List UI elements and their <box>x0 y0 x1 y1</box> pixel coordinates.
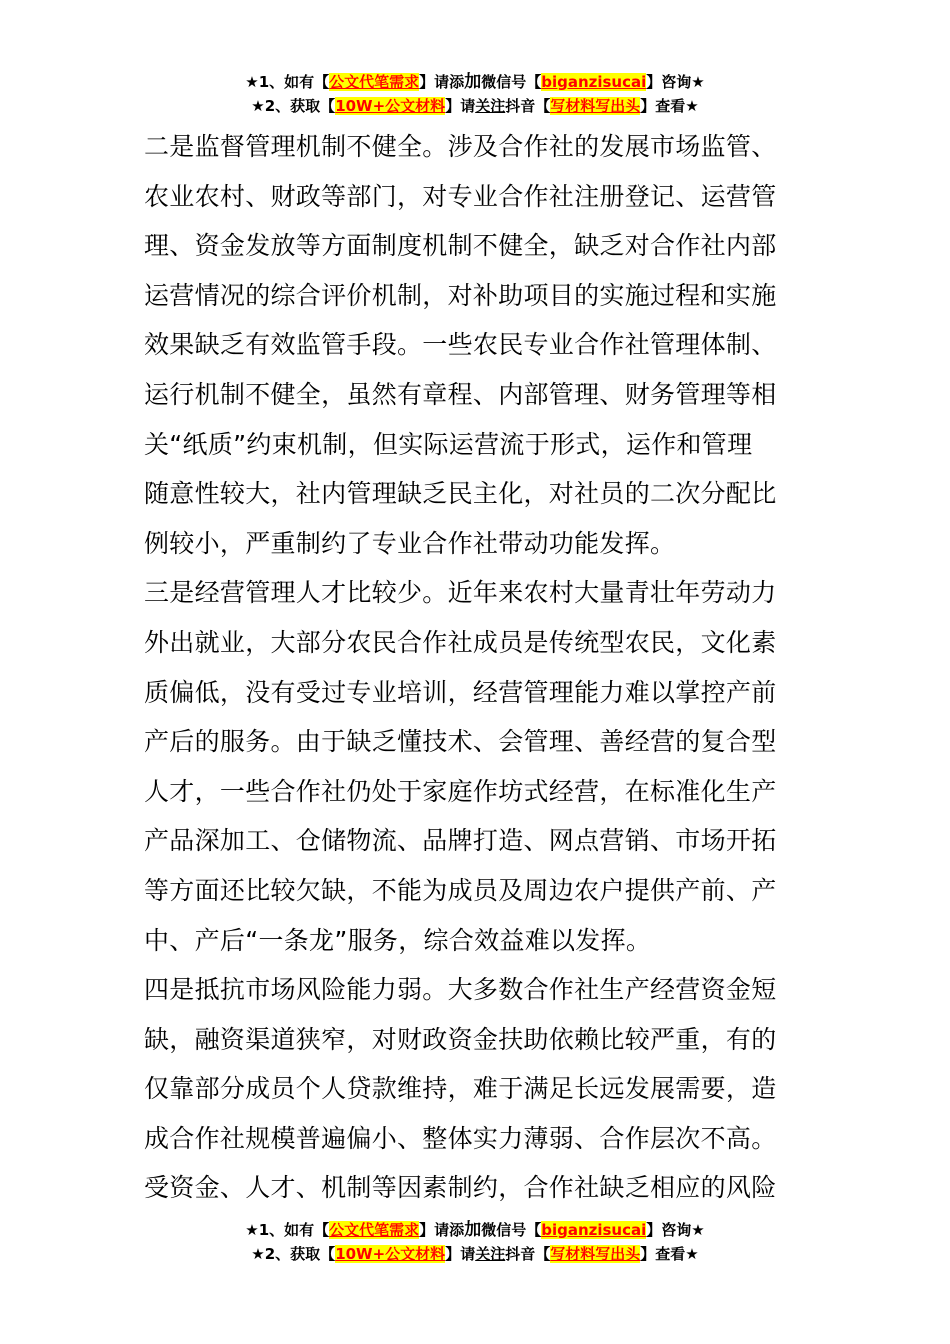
text-line: 产后的服务。由于缺乏懂技术、会管理、善经营的复合型 <box>144 727 777 757</box>
banner-text: 】查看★ <box>640 1245 699 1263</box>
highlight-douyin-account: 写材料写出头 <box>550 1245 641 1263</box>
banner-emphasis: 关注 <box>475 1245 506 1263</box>
text-line: 二是监督管理机制不健全。涉及合作社的发展市场监管、 <box>144 132 777 161</box>
highlight-service: 公文代笔需求 <box>329 73 420 91</box>
banner-text: 】请添 <box>419 1221 465 1239</box>
text-line: 随意性较大，社内管理缺乏民主化，对社员的二次分配比 <box>144 479 777 509</box>
banner-text: 微信号【 <box>481 73 542 91</box>
banner-line-1 <box>0 1218 950 1242</box>
text-line: 外出就业，大部分农民合作社成员是传统型农民，文化素 <box>144 627 777 657</box>
text-line: 关“纸质”约束机制，但实际运营流于形式，运作和管理 <box>144 429 753 459</box>
footer-banner <box>0 1218 950 1266</box>
text-line: 中、产后“一条龙”服务，综合效益难以发挥。 <box>144 925 652 955</box>
text-line: 效果缺乏有效监管手段。一些农民专业合作社管理体制、 <box>144 330 777 360</box>
banner-text: ★1、如有【 <box>245 1221 330 1239</box>
highlight-douyin-account: 写材料写出头 <box>550 97 641 115</box>
banner-text: ★2、获取【 <box>251 1245 336 1263</box>
banner-line-1 <box>0 70 950 94</box>
banner-text: 】咨询★ <box>646 73 705 91</box>
text-line: 成合作社规模普遍偏小、整体实力薄弱、合作层次不高。 <box>144 1123 777 1153</box>
text-line: 受资金、人才、机制等因素制约，合作社缺乏相应的风险 <box>144 1173 777 1203</box>
banner-emphasis: 关注 <box>475 97 506 115</box>
text-line: 理、资金发放等方面制度机制不健全，缺乏对合作社内部 <box>144 231 777 261</box>
banner-text: 微信号【 <box>481 1221 542 1239</box>
banner-text: 抖音【 <box>505 97 551 115</box>
text-line: 例较小，严重制约了专业合作社带动功能发挥。 <box>144 528 676 558</box>
banner-text: ★1、如有【 <box>245 73 330 91</box>
highlight-wechat-id: biganzisucai <box>541 1221 647 1239</box>
text-line: 缺，融资渠道狭窄，对财政资金扶助依赖比较严重，有的 <box>144 1024 777 1054</box>
text-line: 运行机制不健全，虽然有章程、内部管理、财务管理等相 <box>144 379 777 409</box>
banner-text: 】请 <box>445 1245 476 1263</box>
text-line: 人才，一些合作社仍处于家庭作坊式经营，在标准化生产 <box>144 776 777 806</box>
banner-emphasis: 加 <box>464 72 482 92</box>
highlight-service: 公文代笔需求 <box>329 1221 420 1239</box>
text-line: 四是抵抗市场风险能力弱。大多数合作社生产经营资金短 <box>144 975 777 1005</box>
banner-text: 】请 <box>445 97 476 115</box>
banner-emphasis: 加 <box>464 1220 482 1240</box>
text-line: 三是经营管理人才比较少。近年来农村大量青壮年劳动力 <box>144 578 777 608</box>
highlight-materials: 10W+公文材料 <box>335 1245 446 1263</box>
text-line: 质偏低，没有受过专业培训，经营管理能力难以掌控产前 <box>144 677 777 707</box>
document-body <box>144 122 824 1213</box>
text-line: 仅靠部分成员个人贷款维持，难于满足长远发展需要，造 <box>144 1074 777 1104</box>
text-line: 产品深加工、仓储物流、品牌打造、网点营销、市场开拓 <box>144 826 777 856</box>
banner-text: 】请添 <box>419 73 465 91</box>
text-line: 农业农村、财政等部门，对专业合作社注册登记、运营管 <box>144 181 777 211</box>
highlight-wechat-id: biganzisucai <box>541 73 647 91</box>
banner-text: 抖音【 <box>505 1245 551 1263</box>
banner-line-2 <box>0 94 950 118</box>
banner-text: 】查看★ <box>640 97 699 115</box>
text-line: 等方面还比较欠缺，不能为成员及周边农户提供产前、产 <box>144 875 777 905</box>
highlight-materials: 10W+公文材料 <box>335 97 446 115</box>
banner-line-2 <box>0 1242 950 1266</box>
banner-text: 】咨询★ <box>646 1221 705 1239</box>
header-banner <box>0 70 950 118</box>
banner-text: ★2、获取【 <box>251 97 336 115</box>
text-line: 运营情况的综合评价机制，对补助项目的实施过程和实施 <box>144 280 777 310</box>
